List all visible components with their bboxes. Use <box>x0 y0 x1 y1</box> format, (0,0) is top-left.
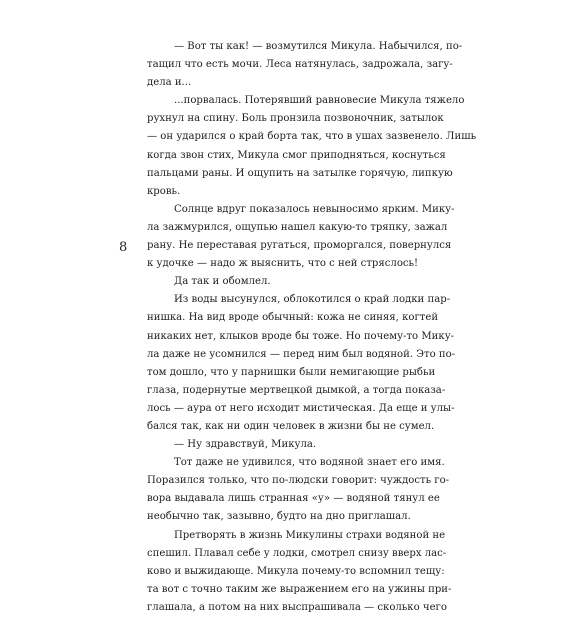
text-line: — Ну здравствуй, Микула. <box>174 439 317 451</box>
text-line: ...порвалась. Потерявший равновесие Микула тяжело <box>174 95 465 107</box>
text-line: тащил что есть мочи. Леса натянулась, задрожала, загу- <box>147 59 453 71</box>
text-line: Да так и обомлел. <box>174 276 271 288</box>
text-line: ла даже не усомнился — перед ним был водяной. Это по- <box>147 348 456 360</box>
text-line: пальцами раны. И ощупить на затылке горячую, липкую <box>147 167 453 179</box>
text-line: рану. Не переставая ругаться, проморгался, повернулся <box>147 240 452 252</box>
text-line: рухнул на спину. Боль пронзила позвоночник, затылок <box>147 113 444 125</box>
text-line: та вот с точно таким же выражением его на ужины при- <box>147 583 452 595</box>
text-line: спешил. Плавал себе у лодки, смотрел снизу вверх лас- <box>147 547 447 559</box>
text-line: ла зажмурился, ощупью нашел какую-то тряпку, зажал <box>147 221 448 233</box>
text-line: лось — аура от него исходит мистическая. Да еще и улы- <box>147 402 455 414</box>
text-line: ково и выжидающе. Микула почему-то вспомнил тещу: <box>147 565 445 577</box>
text-line: необычно так, зазывно, будто на дно приглашал. <box>147 511 411 523</box>
text-line: — он ударился о край борта так, что в ушах зазвенело. Лишь <box>147 131 477 143</box>
text-line: Из воды высунулся, облокотился о край лодки пар- <box>174 294 451 306</box>
text-line: дела и... <box>147 77 192 89</box>
page-number: 8 <box>119 240 128 255</box>
text-line: кровь. <box>147 185 181 197</box>
text-line: когда звон стих, Микула смог приподняться, коснуться <box>147 149 446 161</box>
body-text <box>147 38 477 617</box>
text-line: — Вот ты как! — возмутился Микула. Набычился, по- <box>174 41 463 52</box>
text-line: к удочке — надо ж выяснить, что с ней стряслось! <box>147 258 419 270</box>
text-line: Солнце вдруг показалось невыносимо ярким. Мику- <box>174 203 455 215</box>
text-line: вора выдавала лишь странная «у» — водяной тянул ее <box>147 493 440 505</box>
text-line: Тот даже не удивился, что водяной знает его имя. <box>174 457 445 469</box>
text-line: нишка. На вид вроде обычный: кожа не синяя, когтей <box>147 312 439 324</box>
text-line: глашала, а потом на них выспрашивала — сколько чего <box>147 601 447 613</box>
text-line: Поразился только, что по-людски говорит: чуждость го- <box>147 475 450 487</box>
text-line: никаких нет, клыков вроде бы тоже. Но почему-то Мику- <box>147 330 455 342</box>
text-line: бался так, как ни один человек в жизни бы не сумел. <box>147 420 435 432</box>
text-line: глаза, подернутые мертвецкой дымкой, а тогда показа- <box>147 384 446 396</box>
text-line: том дошло, что у парнишки были немигающие рыбьи <box>147 366 436 378</box>
text-line: Претворять в жизнь Микулины страхи водяной не <box>174 529 446 541</box>
